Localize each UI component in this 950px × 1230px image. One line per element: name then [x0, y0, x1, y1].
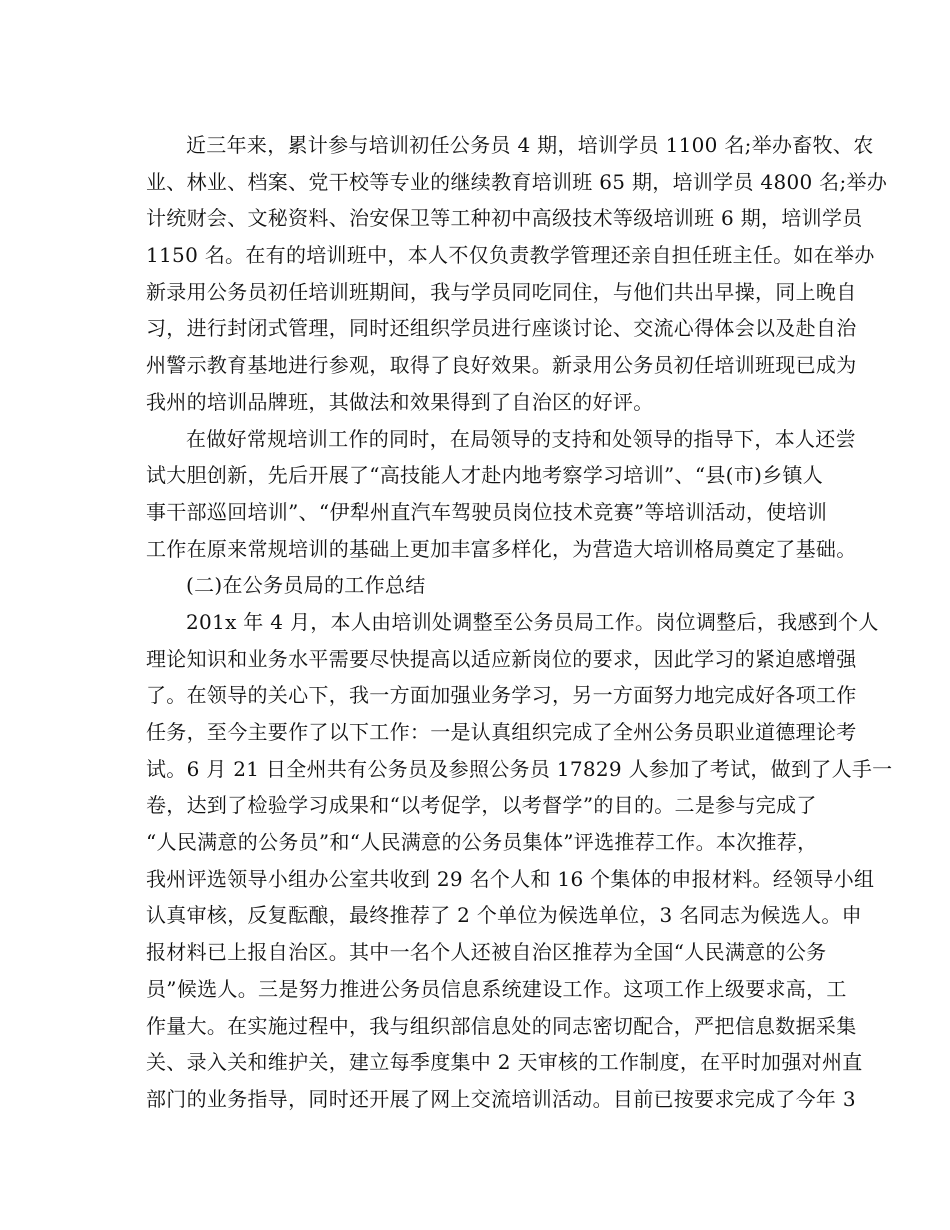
text-line: 新录用公务员初任培训班期间，我与学员同吃同住，与他们共出早操，同上晚自	[146, 279, 857, 304]
text-line: 事干部巡回培训”、“伊犁州直汽车驾驶员岗位技术竞赛”等培训活动，使培训	[146, 499, 828, 524]
text-line: 1150 名。在有的培训班中，本人不仅负责教学管理还亲自担任班主任。如在举办	[146, 243, 875, 268]
paragraph-training-stats	[146, 127, 888, 421]
text-line: 州警示教育基地进行参观，取得了良好效果。新录用公务员初任培训班现已成为	[146, 353, 857, 378]
text-line: 在做好常规培训工作的同时，在局领导的支持和处领导的指导下，本人还尝	[186, 426, 856, 451]
text-line: 作量大。在实施过程中，我与组织部信息处的同志密切配合，严把信息数据采集	[146, 1013, 857, 1038]
text-line: 关、录入关和维护关，建立每季度集中 2 天审核的工作制度，在平时加强对州直	[146, 1050, 863, 1075]
text-line: “人民满意的公务员”和“人民满意的公务员集体”评选推荐工作。本次推荐，	[146, 830, 818, 855]
text-line: 我州评选领导小组办公室共收到 29 名个人和 16 个集体的申报材料。经领导小组	[146, 866, 875, 891]
paragraph-civil-service-bureau	[146, 604, 893, 1118]
text-line: 卷，达到了检验学习成果和“以考促学，以考督学”的目的。二是参与完成了	[146, 793, 817, 818]
text-line: 习，进行封闭式管理，同时还组织学员进行座谈讨论、交流心得体会以及赴自治	[146, 316, 857, 341]
text-line: 试大胆创新，先后开展了“高技能人才赴内地考察学习培训”、“县(市)乡镇人	[146, 463, 824, 488]
text-line: 业、林业、档案、党干校等专业的继续教育培训班 65 期，培训学员 4800 名;举办	[146, 169, 888, 194]
section-heading-text: (二)在公务员局的工作总结	[186, 573, 426, 598]
text-line: 近三年来，累计参与培训初任公务员 4 期，培训学员 1100 名;举办畜牧、农	[186, 133, 874, 157]
text-line: 理论知识和业务水平需要尽快提高以适应新岗位的要求，因此学习的紧迫感增强	[146, 646, 857, 671]
text-line: 201x 年 4 月，本人由培训处调整至公务员局工作。岗位调整后，我感到个人	[186, 609, 879, 634]
text-line: 员”候选人。三是努力推进公务员信息系统建设工作。这项工作上级要求高，工	[146, 976, 847, 1001]
document-body	[146, 127, 893, 1118]
section-heading	[146, 567, 806, 604]
text-line: 了。在领导的关心下，我一方面加强业务学习，另一方面努力地完成好各项工作	[146, 683, 857, 708]
text-line: 认真审核，反复酝酿，最终推荐了 2 个单位为候选单位，3 名同志为候选人。申	[146, 903, 862, 928]
text-line: 工作在原来常规培训的基础上更加丰富多样化，为营造大培训格局奠定了基础。	[146, 536, 857, 561]
text-line: 任务，至今主要作了以下工作：一是认真组织完成了全州公务员职业道德理论考	[146, 720, 857, 744]
paragraph-innovation	[146, 421, 857, 568]
text-line: 计统财会、文秘资料、治安保卫等工种初中高级技术等级培训班 6 期，培训学员	[146, 206, 863, 231]
text-line: 我州的培训品牌班，其做法和效果得到了自治区的好评。	[146, 389, 654, 414]
text-line: 报材料已上报自治区。其中一名个人还被自治区推荐为全国“人民满意的公务	[146, 940, 827, 965]
text-line: 试。6 月 21 日全州共有公务员及参照公务员 17829 人参加了考试，做到了人手一	[146, 756, 893, 781]
text-line: 部门的业务指导，同时还开展了网上交流培训活动。目前已按要求完成了今年 3	[146, 1086, 856, 1111]
